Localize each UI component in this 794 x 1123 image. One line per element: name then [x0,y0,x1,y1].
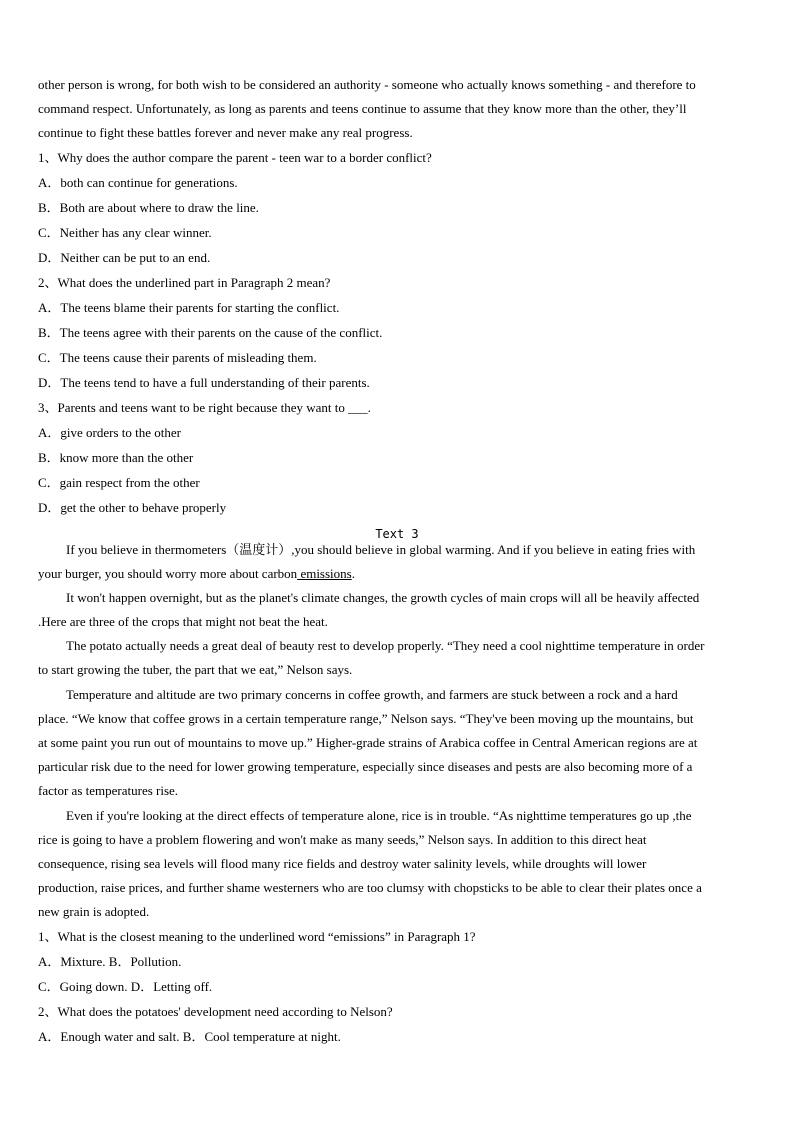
answer-option: B．Both are about where to draw the line. [38,200,259,215]
question-stem: 1、Why does the author compare the parent - teen war to a border conflict? [38,150,432,165]
answer-option: A．The teens blame their parents for starting the conflict. [38,300,340,315]
paragraph-line: place. “We know that coffee grows in a certain temperature range,” Nelson says. “They've been moving up the mountains, but [38,711,694,726]
passage-line: command respect. Unfortunately, as long as parents and teens continue to assume that they know more than the other, they’ll [38,101,687,116]
answer-option: D．Neither can be put to an end. [38,250,211,265]
answer-options: A．Mixture. B．Pollution. [38,954,182,969]
paragraph-line: at some paint you run out of mountains to move up.” Higher-grade strains of Arabica coffee in Central American regions are at [38,735,698,750]
paragraph-text: . [351,566,355,581]
paragraph-line: Even if you're looking at the direct effects of temperature alone, rice is in trouble. “As nighttime temperatures go up ,the [66,808,692,823]
answer-option: B．The teens agree with their parents on the cause of the conflict. [38,325,383,340]
paragraph-line: rice is going to have a problem flowering and won't make as many seeds,” Nelson says. In addition to this direct heat [38,832,647,847]
paragraph-line: The potato actually needs a great deal of beauty rest to develop properly. “They need a cool nighttime temperature in order [66,638,705,653]
question-stem: 1、What is the closest meaning to the underlined word “emissions” in Paragraph 1? [38,929,476,944]
question-stem: 2、What does the underlined part in Paragraph 2 mean? [38,275,331,290]
answer-options: A．Enough water and salt. B．Cool temperature at night. [38,1029,341,1044]
paragraph-line: factor as temperatures rise. [38,783,179,798]
paragraph-line: new grain is adopted. [38,904,150,919]
answer-options: C．Going down. D．Letting off. [38,979,213,994]
question-stem: 2、What does the potatoes' development need according to Nelson? [38,1004,393,1019]
section-heading: Text 3 [375,527,419,541]
question-stem: 3、Parents and teens want to be right because they want to ___. [38,400,371,415]
answer-option: A．both can continue for generations. [38,175,238,190]
answer-option: C．Neither has any clear winner. [38,225,212,240]
paragraph-line: .Here are three of the crops that might not beat the heat. [38,614,328,629]
paragraph-line: production, raise prices, and further shame westerners who are too clumsy with chopsticks to be able to clear their plates once a [38,880,702,895]
answer-option: C．gain respect from the other [38,475,200,490]
passage-line: continue to fight these battles forever and never make any real progress. [38,125,413,140]
answer-option: A．give orders to the other [38,425,181,440]
paragraph-text: your burger, you should worry more about carbon [38,566,298,581]
underlined-word: emissions [297,566,352,581]
answer-option: D．The teens tend to have a full understanding of their parents. [38,375,370,390]
paragraph-line [38,566,764,582]
paragraph-line: It won't happen overnight, but as the planet's climate changes, the growth cycles of main crops will all be heavily affected [66,590,700,605]
answer-option: B．know more than the other [38,450,194,465]
paragraph-line: consequence, rising sea levels will flood many rice fields and destroy water salinity levels, while droughts will lower [38,856,647,871]
answer-option: C．The teens cause their parents of misleading them. [38,350,317,365]
paragraph-line: If you believe in thermometers（温度计）,you should believe in global warming. And if you believe in eating fries with [66,542,696,557]
answer-option: D．get the other to behave properly [38,500,227,515]
paragraph-line: Temperature and altitude are two primary concerns in coffee growth, and farmers are stuck between a rock and a hard [66,687,678,702]
passage-line: other person is wrong, for both wish to be considered an authority - someone who actually knows something - and therefore to [38,77,696,92]
paragraph-line: to start growing the tuber, the part that we eat,” Nelson says. [38,662,353,677]
paragraph-line: particular risk due to the need for lower growing temperature, especially since diseases and pests are also becoming more of a [38,759,693,774]
